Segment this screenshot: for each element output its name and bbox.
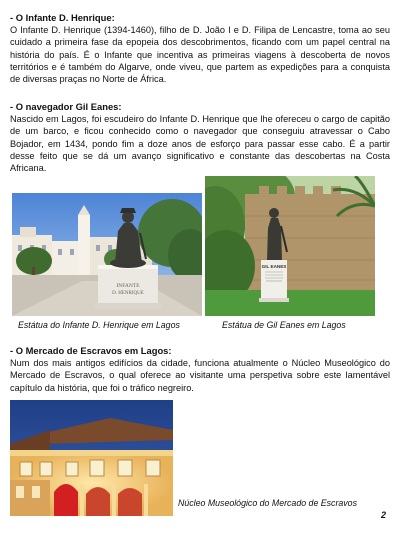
section-infante	[10, 12, 390, 85]
section-body-gil-eanes: Nascido em Lagos, foi escudeiro do Infante D. Henrique que lhe ofereceu o cargo de capitão de um barco, e ficou conhecido como o navegador que conseguiu atravessar o Cabo Bojador, em 1434, pondo fim a doze anos de esforço para passar esse cabo. É a partir desse feito que se dá um avanço significativo e constante das descobertas na Costa Africana.	[10, 114, 390, 174]
photo-gil-eanes-statue	[205, 176, 375, 316]
section-heading-mercado: - O Mercado de Escravos em Lagos:	[10, 345, 172, 356]
caption-infante-statue: Estátua do Infante D. Henrique em Lagos	[18, 320, 180, 330]
plaque-infante-line-1: INFANTE	[116, 283, 140, 289]
caption-gil-eanes-statue: Estátua de Gil Eanes em Lagos	[222, 320, 346, 330]
section-mercado-escravos	[10, 345, 390, 394]
page-number: 2	[381, 510, 387, 520]
photo-mercado-escravos	[10, 400, 173, 516]
section-heading-gil-eanes: - O navegador Gil Eanes:	[10, 101, 122, 112]
section-body-mercado: Num dos mais antigos edifícios da cidade, funciona atualmente o Núcleo Museológico do Mercado de Escravos, o qual oferece ao visitante uma perspetiva sobre este lamentável capítulo da história, que foi o tráfico negreiro.	[10, 358, 390, 393]
caption-mercado-escravos: Núcleo Museológico do Mercado de Escravos	[178, 498, 357, 508]
plaque-infante-line-2: D. HENRIQUE	[112, 291, 144, 296]
photo-infante-statue	[12, 193, 202, 316]
section-heading-infante: - O Infante D. Henrique:	[10, 12, 115, 23]
plaque-gil-eanes-title: GIL EANES	[261, 264, 287, 269]
section-body-infante: O Infante D. Henrique (1394-1460), filho de D. João I e D. Filipa de Lencastre, toma ao seu cuidado a primeira fase da epopeia dos descobrimentos, ficando com um papel central na história do país. É o Infante que incentiva as primeiras viagens à descoberta de novos territórios e é também do Algarve, onde viveu, que partem as expedições para a conquista de diversas praças no Norte de África.	[10, 25, 390, 85]
section-gil-eanes	[10, 101, 390, 174]
